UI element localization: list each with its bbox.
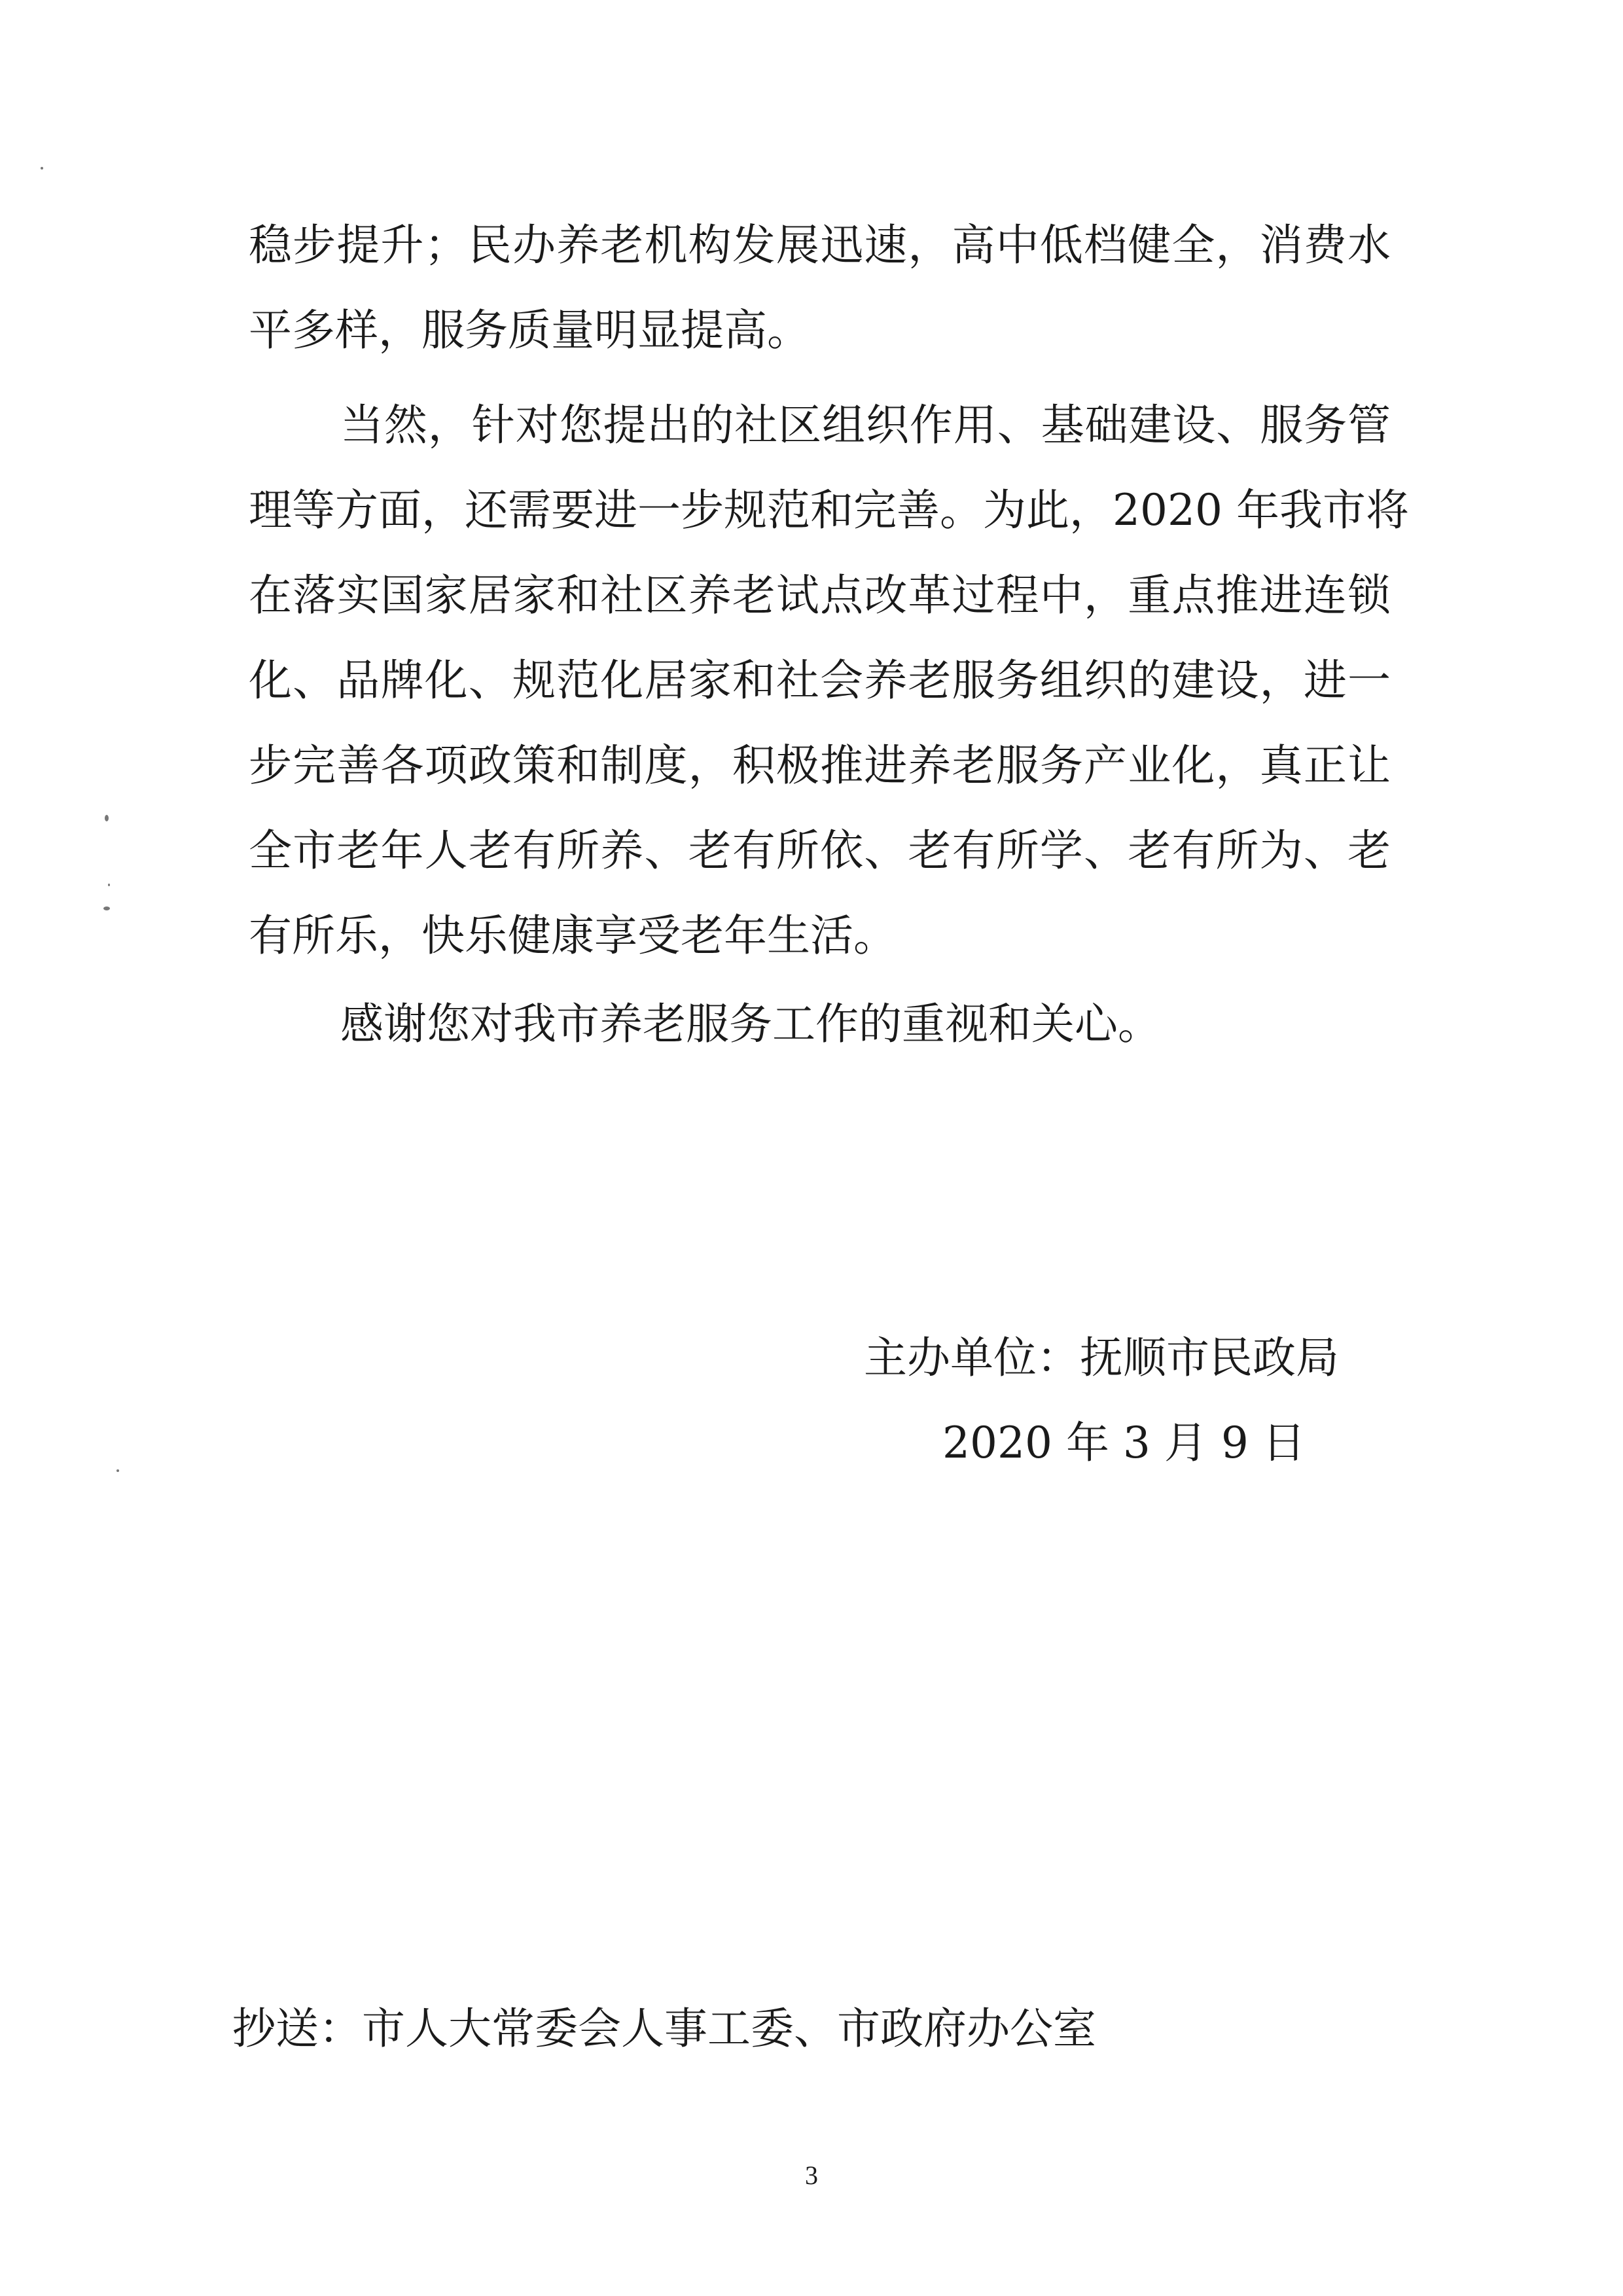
body-line-2: 平多样，服务质量明显提高。 [249,305,810,355]
body-line-3: 当然，针对您提出的社区组织作用、基础建设、服务管 [340,400,1391,450]
page-number: 3 [805,2161,818,2190]
body-line-4: 理等方面，还需要进一步规范和完善。为此，2020 年我市将 [249,485,1409,535]
body-line-6: 化、品牌化、规范化居家和社会养老服务组织的建设，进一 [249,655,1391,706]
signature-organizer: 主办单位：抚顺市民政局 [864,1333,1339,1383]
scan-speck [41,167,43,170]
scan-speck [103,906,110,910]
body-line-10: 感谢您对我市养老服务工作的重视和关心。 [340,999,1161,1049]
body-line-8: 全市老年人老有所养、老有所依、老有所学、老有所为、老 [249,825,1391,876]
scan-speck [108,884,110,886]
body-line-7: 步完善各项政策和制度，积极推进养老服务产业化，真正让 [249,740,1391,791]
scan-speck [105,815,109,821]
body-line-5: 在落实国家居家和社区养老试点改革过程中，重点推进连锁 [249,570,1391,620]
cc-line: 抄送：市人大常委会人事工委、市政府办公室 [232,2003,1096,2054]
body-line-1: 稳步提升；民办养老机构发展迅速，高中低档健全，消费水 [249,220,1391,270]
body-line-9: 有所乐，快乐健康享受老年生活。 [249,910,897,961]
signature-date: 2020 年 3 月 9 日 [942,1418,1306,1468]
scan-speck [116,1469,119,1472]
